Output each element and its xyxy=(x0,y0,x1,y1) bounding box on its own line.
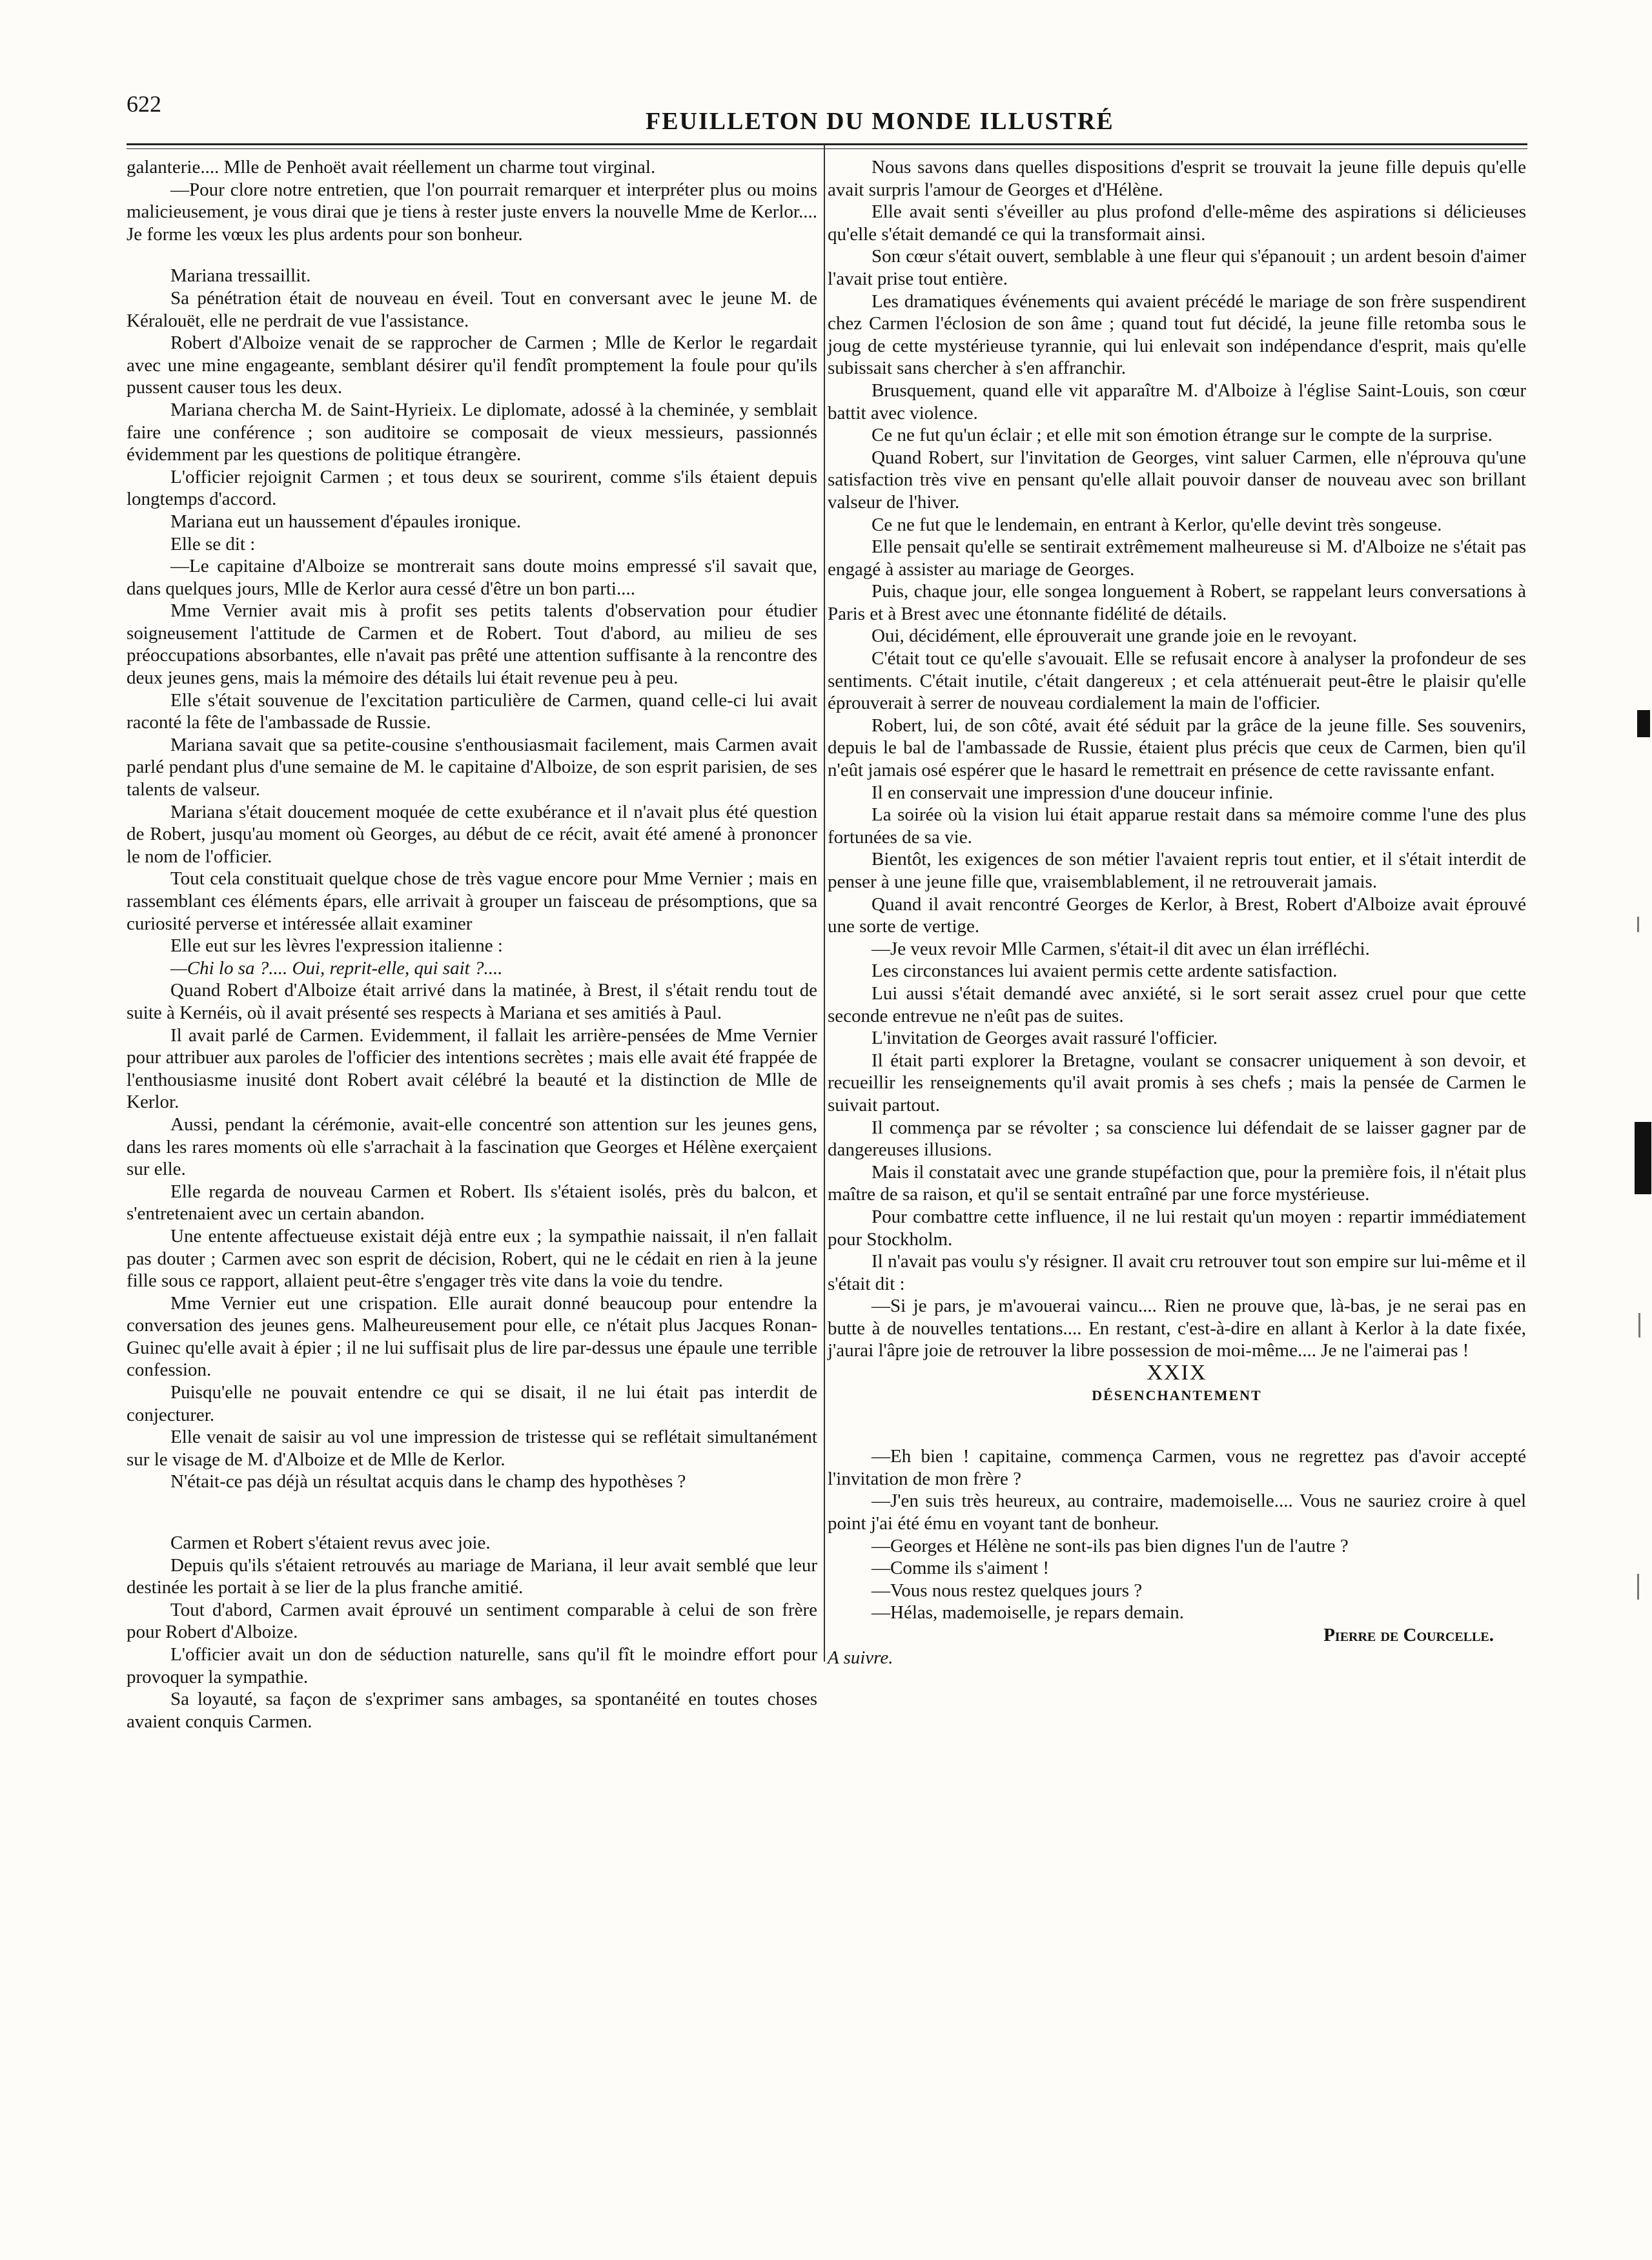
left-column xyxy=(127,156,817,1733)
paragraph: Sa pénétration était de nouveau en éveil. Tout en conversant avec le jeune M. de Kéralouët, elle ne perdrait de vue l'assistance. xyxy=(127,287,817,331)
paragraph: —Si je pars, je m'avouerai vaincu.... Rien ne prouve que, là-bas, je ne serai pas en butte à de nouvelles tentations.... En restant, c'est-à-dire en allant à Kerlor à la date fixée, j'aurai l'âpre joie de retrouver la libre possession de moi-même.... Je ne l'aimerai pas ! xyxy=(828,1296,1526,1361)
paragraph: —Chi lo sa ?.... Oui, reprit-elle, qui sait ?.... xyxy=(170,957,503,979)
margin-scan-mark xyxy=(1635,1122,1651,1194)
paragraph: —Pour clore notre entretien, que l'on pourrait remarquer et interpréter plus ou moins malicieusement, je vous dirai que je tiens à rester juste envers la nouvelle Mme de Kerlor.... Je forme les vœux les plus ardents pour son bonheur. xyxy=(127,179,817,245)
paragraph: L'officier rejoignit Carmen ; et tous deux se sourirent, comme s'ils étaient depuis longtemps d'accord. xyxy=(127,466,817,510)
page-number: 622 xyxy=(127,91,161,117)
paragraph: Les circonstances lui avaient permis cette ardente satisfaction. xyxy=(872,961,1338,982)
paragraph: Il commença par se révolter ; sa conscience lui défendait de se laisser gagner par de dangereuses illusions. xyxy=(828,1117,1526,1161)
paragraph: Tout cela constituait quelque chose de très vague encore pour Mme Vernier ; mais en rassemblant ces éléments épars, elle arrivait à grouper un faisceau de présomptions, que sa curiosité perverse et intéressée allait examiner xyxy=(127,868,817,934)
paragraph: Robert d'Alboize venait de se rapprocher de Carmen ; Mlle de Kerlor le regardait avec une mine engageante, semblant désirer qu'il fendît promptement la foule pour qu'ils pussent causer tous les deux. xyxy=(127,332,817,398)
paragraph: Mariana s'était doucement moquée de cette exubérance et il n'avait plus été question de Robert, jusqu'au moment où Georges, au début de ce récit, avait été amené à prononcer le nom de l'officier. xyxy=(127,801,817,867)
paragraph: Il était parti explorer la Bretagne, voulant se consacrer uniquement à son devoir, et recueillir les renseignements qu'il avait promis à ses chefs ; mais la pensée de Carmen le suivait partout. xyxy=(828,1050,1526,1115)
paragraph: Puisqu'elle ne pouvait entendre ce qui se disait, il ne lui était pas interdit de conjecturer. xyxy=(127,1382,817,1425)
column-divider xyxy=(824,145,825,1662)
paragraph: Puis, chaque jour, elle songea longuement à Robert, se rappelant leurs conversations à Paris et à Brest avec une étonnante fidélité de détails. xyxy=(828,581,1526,624)
to-be-continued: A suivre. xyxy=(828,1647,893,1668)
paragraph: —Le capitaine d'Alboize se montrerait sans doute moins empressé s'il savait que, dans quelques jours, Mlle de Kerlor aura cessé d'être un bon parti.... xyxy=(127,556,817,599)
paragraph: —Je veux revoir Mlle Carmen, s'était-il dit avec un élan irréfléchi. xyxy=(872,938,1370,959)
paragraph: Son cœur s'était ouvert, semblable à une fleur qui s'épanouit ; un ardent besoin d'aimer l'avait prise tout entière. xyxy=(828,246,1526,289)
paragraph: L'officier avait un don de séduction naturelle, sans qu'il fît le moindre effort pour provoquer la sympathie. xyxy=(127,1644,817,1687)
paragraph: Une entente affectueuse existait déjà entre eux ; la sympathie naissait, il n'en fallait pas douter ; Carmen avec son esprit de décision, Robert, qui ne le cédait en rien à la jeune fille sous ce rapport, allaient peut-être s'engager très vite dans la voie du tendre. xyxy=(127,1225,817,1292)
paragraph: Quand Robert d'Alboize était arrivé dans la matinée, à Brest, il s'était rendu tout de suite à Kernéis, où il avait présenté ses respects à Mariana et ses amitiés à Paul. xyxy=(127,980,817,1023)
header-rule-bottom xyxy=(127,148,1527,149)
paragraph: Mais il constatait avec une grande stupéfaction que, pour la première fois, il n'était plus maître de sa raison, et qu'il se sentait entraîné par une force mystérieuse. xyxy=(828,1161,1526,1205)
paragraph: Mme Vernier eut une crispation. Elle aurait donné beaucoup pour entendre la conversation des jeunes gens. Malheureusement pour elle, ce n'était plus Jacques Ronan-Guinec qu'elle avait à épier ; il ne lui suffisait plus de lire par-dessus une épaule une terrible confession. xyxy=(127,1292,817,1381)
paragraph: galanterie.... Mlle de Penhoët avait réellement un charme tout virginal. xyxy=(127,157,656,178)
paragraph: Tout d'abord, Carmen avait éprouvé un sentiment comparable à celui de son frère pour Robert d'Alboize. xyxy=(127,1599,817,1643)
paragraph: Elle eut sur les lèvres l'expression italienne : xyxy=(170,935,503,957)
paragraph: Il avait parlé de Carmen. Evidemment, il fallait les arrière-pensées de Mme Vernier pour attribuer aux paroles de l'officier des intentions secrètes ; mais elle avait été frappée de l'enthousiasme inusité dont Robert avait célébré la beauté et la distinction de Mlle de Kerlor. xyxy=(127,1024,817,1113)
paragraph: L'invitation de Georges avait rassuré l'officier. xyxy=(872,1028,1218,1049)
margin-scan-mark xyxy=(1637,710,1650,737)
paragraph: Ce ne fut qu'un éclair ; et elle mit son émotion étrange sur le compte de la surprise. xyxy=(872,425,1493,446)
paragraph: Mariana eut un haussement d'épaules ironique. xyxy=(170,511,522,532)
paragraph: Mariana chercha M. de Saint-Hyrieix. Le diplomate, adossé à la cheminée, y semblait faire une conférence ; son auditoire se composait de vieux messieurs, passionnés évidemment par les questions de politique étrangère. xyxy=(127,399,817,465)
paragraph: Robert, lui, de son côté, avait été séduit par la grâce de la jeune fille. Ses souvenirs, depuis le bal de l'ambassade de Russie, étaient plus précis que ceux de Carmen, bien qu'il n'eût jamais osé espérer que le hasard le remettrait en présence de cette ravissante enfant. xyxy=(828,715,1526,781)
paragraph: Depuis qu'ils s'étaient retrouvés au mariage de Mariana, il leur avait semblé que leur destinée les portait à se lier de la plus franche amitié. xyxy=(127,1554,817,1598)
paragraph: Elle avait senti s'éveiller au plus profond d'elle-même des aspirations si délicieuses qu'elle s'était demandé ce qui la transformait ainsi. xyxy=(828,201,1526,245)
paragraph: Il en conservait une impression d'une douceur infinie. xyxy=(872,782,1274,803)
paragraph: Elle s'était souvenue de l'excitation particulière de Carmen, quand celle-ci lui avait raconté la fête de l'ambassade de Russie. xyxy=(127,689,817,733)
paragraph: Il n'avait pas voulu s'y résigner. Il avait cru retrouver tout son empire sur lui-même et il s'était dit : xyxy=(828,1251,1526,1294)
paragraph: Mariana savait que sa petite-cousine s'enthousiasmait facilement, mais Carmen avait parlé pendant plus d'une semaine de M. le capitaine d'Alboize, de son esprit parisien, de ses talents de valseur. xyxy=(127,734,817,800)
margin-speck xyxy=(1637,917,1639,932)
paragraph: Elle regarda de nouveau Carmen et Robert. Ils s'étaient isolés, près du balcon, et s'entretenaient avec un certain abandon. xyxy=(127,1181,817,1225)
paragraph: Carmen et Robert s'étaient revus avec joie. xyxy=(170,1532,491,1554)
paragraph: Elle venait de saisir au vol une impression de tristesse qui se reflétait simultanément sur le visage de M. d'Alboize et de Mlle de Kerlor. xyxy=(127,1427,817,1470)
paragraph: Nous savons dans quelles dispositions d'esprit se trouvait la jeune fille depuis qu'elle avait surpris l'amour de Georges et d'Hélène. xyxy=(828,157,1526,200)
chapter-number: XXIX xyxy=(1147,1361,1207,1385)
paragraph: Elle pensait qu'elle se sentirait extrêmement malheureuse si M. d'Alboize ne s'était pas engagé à assister au mariage de Georges. xyxy=(828,536,1526,580)
paragraph: Oui, décidément, elle éprouverait une grande joie en le revoyant. xyxy=(872,626,1358,647)
paragraph: Sa loyauté, sa façon de s'exprimer sans ambages, sa spontanéité en toutes choses avaient conquis Carmen. xyxy=(127,1689,817,1732)
paragraph: Mme Vernier avait mis à profit ses petits talents d'observation pour étudier soigneusement l'attitude de Carmen et de Robert. Tout d'abord, au milieu de ses préoccupations absorbantes, elle n'avait pas prêté une attention suffisante à la rencontre des deux jeunes gens, mais la mémoire des détails lui était revenue peu à peu. xyxy=(127,600,817,689)
paragraph: Ce ne fut que le lendemain, en entrant à Kerlor, qu'elle devint très songeuse. xyxy=(872,514,1442,535)
paragraph: Aussi, pendant la cérémonie, avait-elle concentré son attention sur les jeunes gens, dans les rares moments où elle s'arrachait à la fascination que Georges et Hélène exerçaient sur elle. xyxy=(127,1114,817,1180)
margin-speck xyxy=(1637,1574,1639,1600)
paragraph: Elle se dit : xyxy=(170,533,256,555)
paragraph: La soirée où la vision lui était apparue restait dans sa mémoire comme l'une des plus fortunées de sa vie. xyxy=(828,804,1526,848)
paragraph: —J'en suis très heureux, au contraire, mademoiselle.... Vous ne sauriez croire à quel point j'ai été ému en voyant tant de bonheur. xyxy=(828,1491,1526,1534)
right-column xyxy=(828,156,1526,1669)
paragraph: —Comme ils s'aiment ! xyxy=(872,1558,1050,1579)
paragraph: —Eh bien ! capitaine, commença Carmen, vous ne regrettez pas d'avoir accepté l'invitation de mon frère ? xyxy=(828,1446,1526,1489)
chapter-title: DÉSENCHANTEMENT xyxy=(1092,1387,1262,1403)
margin-speck xyxy=(1638,1313,1640,1338)
paragraph: Bientôt, les exigences de son métier l'avaient repris tout entier, et il s'était interdit de penser à une jeune fille que, vraisemblablement, il ne retrouverait jamais. xyxy=(828,849,1526,892)
paragraph: —Hélas, mademoiselle, je repars demain. xyxy=(872,1602,1184,1624)
paragraph: Pour combattre cette influence, il ne lui restait qu'un moyen : repartir immédiatement pour Stockholm. xyxy=(828,1206,1526,1250)
paragraph: Quand il avait rencontré Georges de Kerlor, à Brest, Robert d'Alboize avait éprouvé une sorte de vertige. xyxy=(828,893,1526,937)
paragraph: —Georges et Hélène ne sont-ils pas bien dignes l'un de l'autre ? xyxy=(872,1535,1349,1556)
header-title: FEUILLETON DU MONDE ILLUSTRÉ xyxy=(646,108,1114,135)
paragraph: Mariana tressaillit. xyxy=(170,265,311,287)
paragraph: Quand Robert, sur l'invitation de Georges, vint saluer Carmen, elle n'éprouva qu'une satisfaction très vive en pensant qu'elle allait pouvoir danser de nouveau avec son brillant valseur de l'hiver. xyxy=(828,447,1526,513)
paragraph: Les dramatiques événements qui avaient précédé le mariage de son frère suspendirent chez Carmen l'éclosion de son âme ; quand tout fut décidé, la jeune fille retomba sous le joug de cette mystérieuse tyrannie, qui lui enlevait son indépendance d'esprit, mais qu'elle subissait sans chercher à s'en affranchir. xyxy=(828,290,1526,379)
paragraph: N'était-ce pas déjà un résultat acquis dans le champ des hypothèses ? xyxy=(170,1471,686,1492)
paragraph: C'était tout ce qu'elle s'avouait. Elle se refusait encore à analyser la profondeur de ses sentiments. C'était inutile, c'était dangereux ; et cela atténuerait peut-être le plaisir qu'elle éprouverait à serrer de nouveau cordialement la main de l'officier. xyxy=(828,648,1526,714)
paragraph: Lui aussi s'était demandé avec anxiété, si le sort serait assez cruel pour que cette seconde entrevue ne n'eût pas de suites. xyxy=(828,982,1526,1026)
author-signature: Pierre de Courcelle. xyxy=(1323,1625,1494,1645)
paragraph: Brusquement, quand elle vit apparaître M. d'Alboize à l'église Saint-Louis, son cœur battit avec violence. xyxy=(828,380,1526,423)
paragraph: —Vous nous restez quelques jours ? xyxy=(872,1580,1143,1601)
header-rule-top xyxy=(127,143,1527,145)
